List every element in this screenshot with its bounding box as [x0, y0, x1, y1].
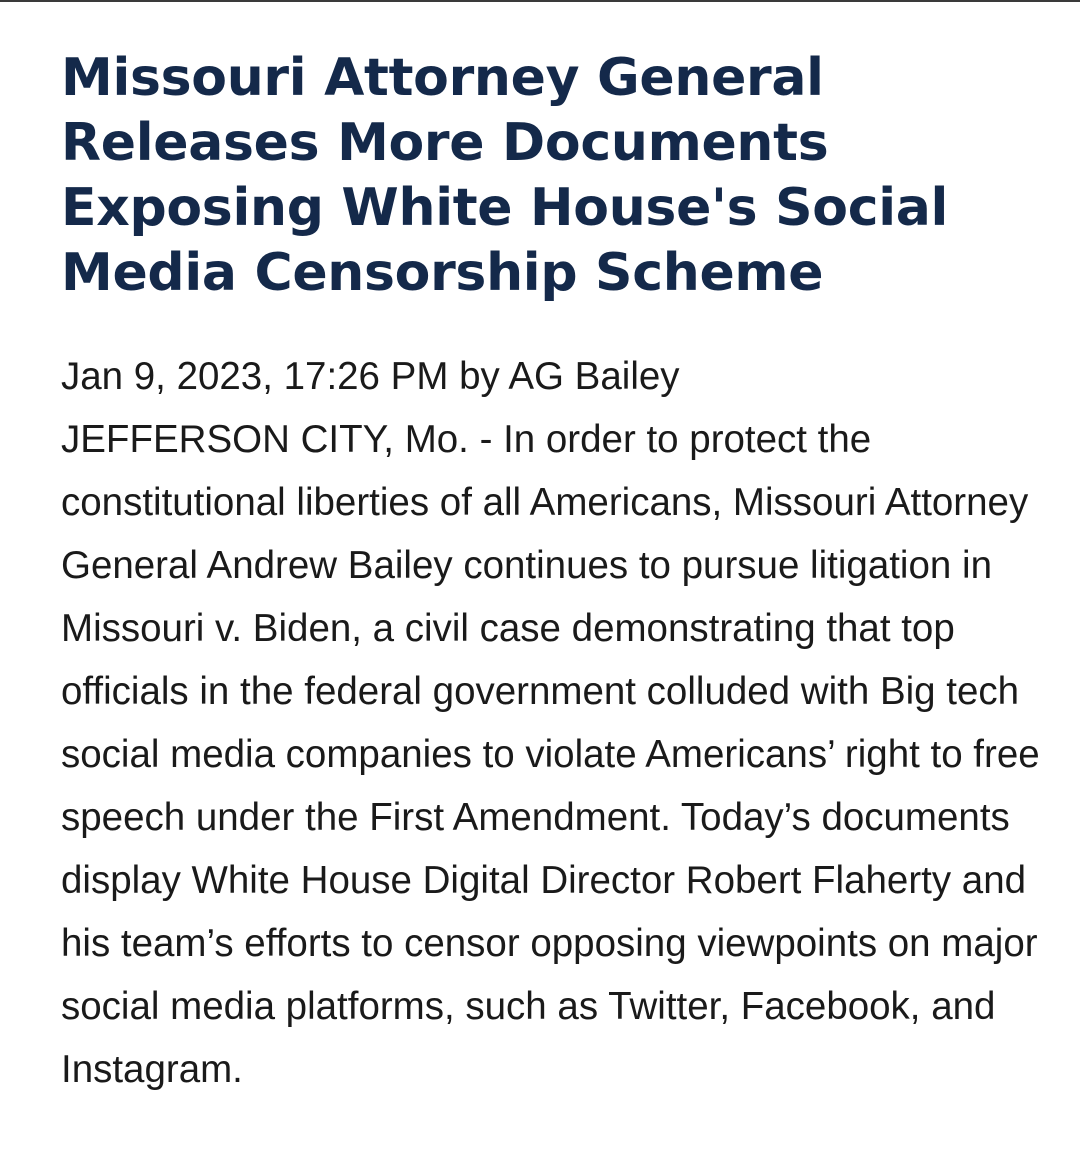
byline-by: by	[459, 355, 500, 398]
publish-date: Jan 9, 2023, 17:26 PM	[61, 355, 449, 398]
press-release-article	[61, 46, 1061, 1101]
author-name: AG Bailey	[508, 355, 680, 398]
top-divider	[0, 0, 1080, 2]
article-headline: Missouri Attorney General Releases More Documents Exposing White House's Social Media Censorship Scheme	[61, 48, 949, 303]
article-byline	[61, 345, 1061, 408]
article-body: JEFFERSON CITY, Mo. - In order to protect the constitutional liberties of all Americans, Missouri Attorney General Andrew Bailey continues to pursue litigation in Missouri v. Biden, a civil case demonstrating that top officials in the federal government colluded with Big tech social media companies to violate Americans’ right to free speech under the First Amendment. Today’s documents display White House Digital Director Robert Flaherty and his team’s efforts to censor opposing viewpoints on major social media platforms, such as Twitter, Facebook, and Instagram.	[61, 418, 1040, 1091]
